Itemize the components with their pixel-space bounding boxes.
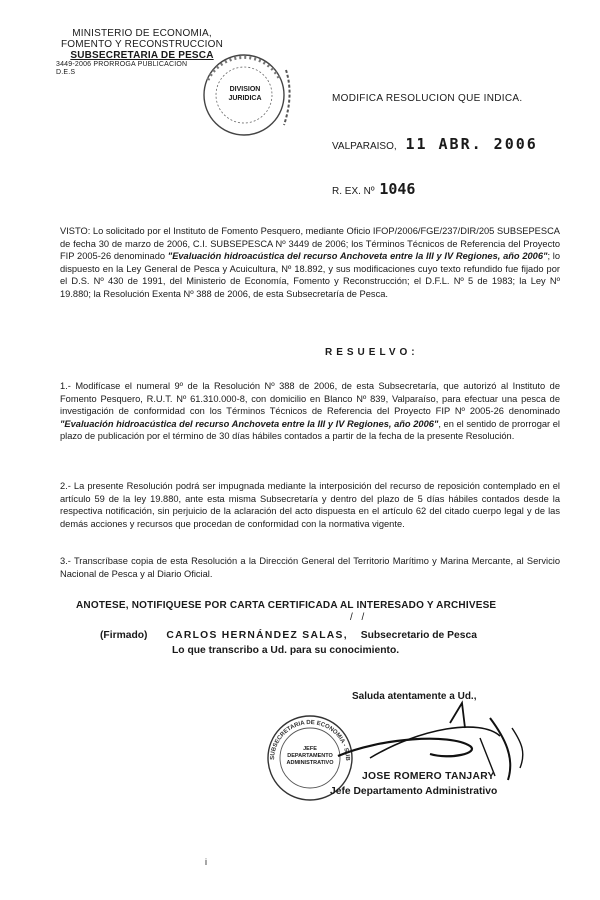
item-1-project-title: "Evaluación hidroacústica del recurso Anchoveta entre la III y IV Regiones, año 2006": [60, 418, 439, 429]
item-3-text: 3.- Transcríbase copia de esta Resolución a la Dirección General del Territorio Marítimo y Marina Mercante, al Servicio Nacional de Pesca y al Diario Oficial.: [60, 556, 560, 579]
resolution-label: R. EX. Nº: [332, 186, 375, 197]
letterhead-ministry: MINISTERIO DE ECONOMIA,: [72, 28, 212, 39]
stamp-departamento: DEPARTAMENTO: [287, 753, 333, 759]
letterhead-fomento: FOMENTO Y RECONSTRUCCION: [60, 39, 224, 50]
letterhead-reference: 3449-2006 PRORROGA PUBLICACION: [56, 61, 188, 68]
letterhead-subsecretaria: SUBSECRETARIA DE PESCA: [70, 50, 214, 61]
item-3: [60, 555, 560, 580]
firmado-label: (Firmado): [100, 630, 148, 641]
signer-name: JOSE ROMERO TANJARY: [362, 771, 495, 782]
stamp-ring-text: SUBSECRETARIA DE ECONOMIA - SUB: [269, 719, 351, 761]
resolution-number: 1046: [379, 180, 416, 198]
item-1: [60, 380, 560, 443]
date-stamp: 11 ABR. 2006: [405, 135, 538, 153]
resuelvo-heading: RESUELVO:: [325, 347, 419, 358]
place: VALPARAISO,: [332, 141, 397, 152]
item-2: [60, 480, 560, 530]
item-1-rest: , en el sentido de prorrogar el plazo de publicación por el término de 30 días hábiles contados a partir de la fecha de la presente Resolución.: [60, 418, 560, 441]
closing-salutation: Saluda atentamente a Ud.,: [352, 691, 477, 702]
item-1-text: 1.- Modifícase el numeral 9º de la Resolución Nº 388 de 2006, de esta Subsecretaría, que autorizó al Instituto de Fomento Pesquero, R.U.T. Nº 61.310.000-8, con domicilio en Blanco Nº 839, Valparaíso, para efectuar una pesca de investigación de conformidad con los Términos Técnicos de Referencia del Proyecto FIP Nº 2005-26 denominado: [60, 381, 560, 416]
stamp-juridica: JURIDICA: [228, 95, 262, 102]
visto-paragraph: [60, 225, 560, 300]
document-subject: MODIFICA RESOLUCION QUE INDICA.: [332, 93, 523, 104]
firmado-line: [100, 630, 477, 641]
stamp-administrativo: ADMINISTRATIVO: [286, 760, 334, 766]
visto-text: VISTO: Lo solicitado por el Instituto de Fomento Pesquero, mediante Oficio IFOP/2006/FGE/237/DIR/205 SUBSEPESCA de fecha 30 de marzo de 2006, C.I. SUBSEPESCA Nº 3449 de 2006; los Términos Técnicos de Referencia del Proyecto FIP 2005-26 denominado: [60, 226, 560, 261]
resolution-number-line: [332, 180, 415, 198]
division-juridica-stamp: [196, 50, 316, 145]
transcribo-line: Lo que transcribo a Ud. para su conocimiento.: [172, 645, 400, 656]
firmado-name: CARLOS HERNÁNDEZ SALAS,: [166, 630, 348, 641]
visto-project-title: "Evaluación hidroacústica del recurso Anchoveta entre la III y IV Regiones, año 2006": [167, 251, 548, 261]
stamp-division: DIVISION: [229, 86, 261, 93]
firmado-title: Subsecretario de Pesca: [360, 630, 477, 641]
date-line: [332, 135, 538, 153]
visto-rest: ; lo dispuesto en la Ley General de Pesca y Acuicultura, Nº 18.892, y sus modificaciones cuyo texto refundido fue fijado por el D.S. Nº 430 de 1991, del Ministerio de Economía, Fomento y Reconstrucción; el D.F.L. Nº 5 de 1983; la Ley Nº 19.880; la Resolución Exenta Nº 388 de 2006, de esta Subsecretaría de Pesca.: [60, 251, 560, 299]
handwritten-marks: / /: [350, 612, 368, 623]
stamp-jefe: JEFE: [303, 746, 317, 752]
item-2-text: 2.- La presente Resolución podrá ser impugnada mediante la interposición del recurso de reposición contemplado en el artículo 59 de la ley 19.880, ante esta misma Subsecretaría y dentro del plazo de 5 días hábiles contados desde la respectiva notificación, sin perjuicio de la aclaración del acto dispuesta en el artículo 62 del citado cuerpo legal y de las demás acciones y recursos que procedan de conformidad con la normativa vigente.: [60, 481, 560, 529]
footer-mark: i: [205, 857, 207, 867]
anotese-line: ANOTESE, NOTIFIQUESE POR CARTA CERTIFICADA AL INTERESADO Y ARCHIVESE: [76, 600, 497, 611]
letterhead-code: D.E.S: [56, 69, 76, 76]
signer-title: Jefe Departamento Administrativo: [330, 786, 498, 797]
